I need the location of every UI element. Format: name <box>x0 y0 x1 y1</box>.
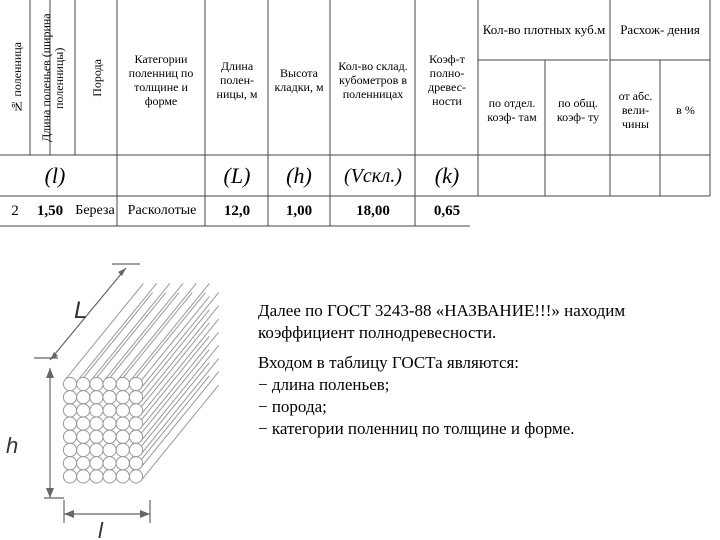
log-end <box>90 443 103 456</box>
para1-line2: коэффициент полнодревесности. <box>258 323 497 342</box>
log-end <box>116 377 129 390</box>
header-dense: Кол-во плотных куб.м <box>482 22 606 37</box>
log-end <box>116 443 129 456</box>
para2-line1: Входом в таблицу ГОСТа являются: <box>258 353 520 372</box>
log-side-line <box>105 283 183 379</box>
log-end <box>63 457 76 470</box>
header-length: Длина поленьев (ширина поленницы) <box>39 13 66 143</box>
log-end <box>103 377 116 390</box>
row-volume: 18,00 <box>356 203 390 219</box>
log-end <box>129 443 142 456</box>
log-end <box>129 470 142 483</box>
log-end <box>63 417 76 430</box>
row-height: 1,00 <box>285 203 313 219</box>
log-end <box>116 391 129 404</box>
log-end <box>103 430 116 443</box>
log-end <box>129 457 142 470</box>
log-end <box>103 391 116 404</box>
log-end <box>116 417 129 430</box>
log-end <box>90 457 103 470</box>
log-end <box>116 404 129 417</box>
log-end <box>116 470 129 483</box>
header-volume: Кол-во склад. кубометров в поленницах <box>338 59 408 101</box>
log-end <box>77 377 90 390</box>
log-end <box>90 391 103 404</box>
woodpile-diagram <box>0 248 255 540</box>
log-end <box>77 443 90 456</box>
log-end <box>77 430 90 443</box>
log-end <box>103 470 116 483</box>
list-item: − категории поленниц по толщине и форме. <box>258 419 575 438</box>
log-end <box>63 404 76 417</box>
log-end <box>103 417 116 430</box>
header-dev-pct: в % <box>676 103 695 117</box>
row-length: 1,50 <box>36 203 64 219</box>
log-side-line <box>88 293 166 389</box>
log-end <box>129 377 142 390</box>
log-end <box>63 430 76 443</box>
log-end <box>90 430 103 443</box>
row-num: 2 <box>11 203 19 219</box>
list-item: − длина поленьев; <box>258 375 390 394</box>
log-side-line <box>118 283 196 379</box>
log-end <box>77 417 90 430</box>
header-coef: Коэф-т полно- древес- ности <box>428 52 466 108</box>
log-side-line <box>127 293 205 389</box>
log-side-line <box>79 283 157 379</box>
log-end <box>77 404 90 417</box>
row-category: Расколотые <box>127 203 197 218</box>
row-breed: Береза <box>75 203 115 218</box>
row-pile-length: 12,0 <box>223 203 251 219</box>
log-end <box>77 457 90 470</box>
header-dense-total: по общ. коэф- ту <box>556 96 600 124</box>
symbol-L: (L) <box>223 163 251 188</box>
header-pile-length: Длина полен- ницы, м <box>216 59 258 101</box>
header-num: № поленница <box>9 42 24 114</box>
log-end <box>103 457 116 470</box>
header-dev-abs: от абс. вели- чины <box>618 89 653 131</box>
log-end <box>129 430 142 443</box>
log-end <box>129 404 142 417</box>
log-end <box>129 417 142 430</box>
symbol-l: (l) <box>44 163 66 188</box>
log-end <box>103 404 116 417</box>
log-end <box>90 470 103 483</box>
label-h: h <box>6 433 19 458</box>
row-coef: 0,65 <box>433 203 461 219</box>
log-end <box>77 391 90 404</box>
symbol-k: (k) <box>434 163 460 188</box>
header-deviation: Расхож- дения <box>620 22 700 37</box>
label-l: l <box>98 518 103 540</box>
log-end <box>116 457 129 470</box>
log-end <box>63 470 76 483</box>
log-end <box>90 417 103 430</box>
log-end <box>63 443 76 456</box>
header-dense-sep: по отдел. коэф- там <box>487 96 537 124</box>
log-end <box>63 391 76 404</box>
header-breed: Порода <box>89 59 104 97</box>
log-end <box>129 391 142 404</box>
header-height: Высота кладки, м <box>274 66 324 94</box>
log-end <box>116 430 129 443</box>
list-item: − порода; <box>258 397 327 416</box>
symbol-V: (Vскл.) <box>344 165 402 187</box>
log-side-line <box>141 293 219 389</box>
para1-line1: Далее по ГОСТ 3243-88 «НАЗВАНИЕ!!!» находим <box>258 301 626 320</box>
label-L: L <box>74 297 88 324</box>
log-side-line <box>114 293 192 389</box>
log-end <box>103 443 116 456</box>
log-end <box>63 377 76 390</box>
log-end <box>90 404 103 417</box>
header-category: Категории поленниц по толщине и форме <box>128 52 194 108</box>
symbol-h: (h) <box>286 163 312 188</box>
log-side-line <box>92 283 170 379</box>
log-end <box>90 377 103 390</box>
log-end <box>77 470 90 483</box>
